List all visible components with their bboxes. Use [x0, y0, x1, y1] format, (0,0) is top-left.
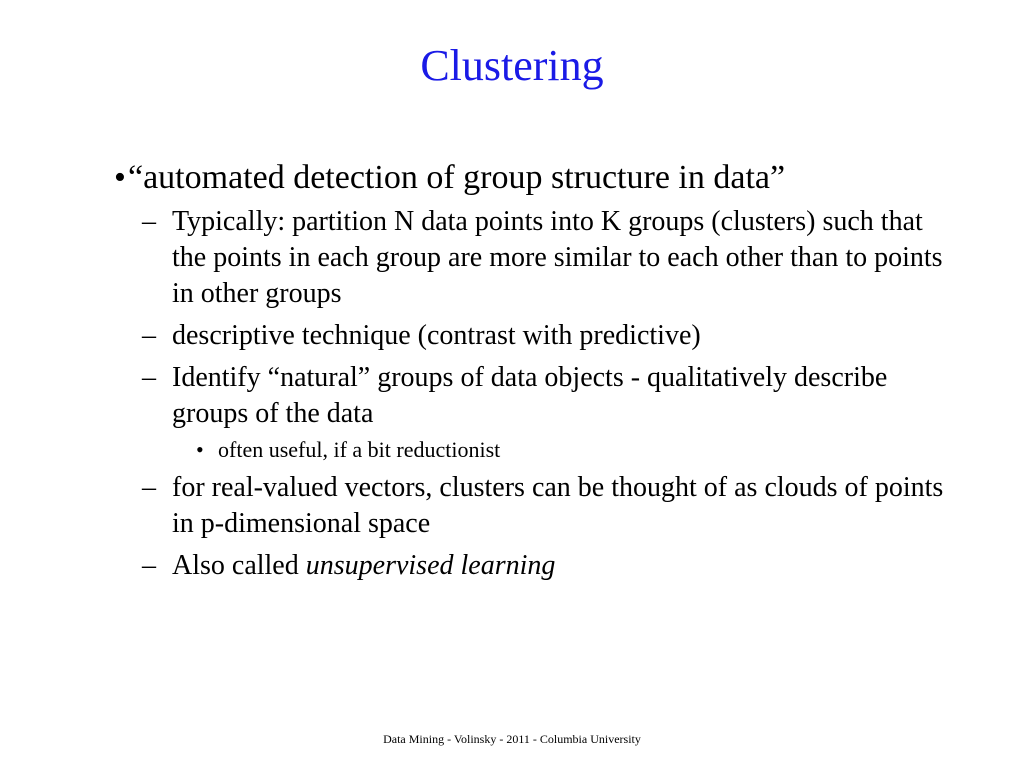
bullet-text: “automated detection of group structure in data” [128, 159, 786, 196]
dash-marker: – [142, 320, 156, 351]
sub-bullet-real-valued [142, 470, 950, 542]
sub-sub-bullet-reductionist [196, 436, 950, 464]
slide-footer: Data Mining - Volinsky - 2011 - Columbia University [383, 732, 641, 746]
sub-sub-bullet-text: often useful, if a bit reductionist [218, 437, 501, 462]
sub-bullet-text: descriptive technique (contrast with predictive) [172, 320, 701, 351]
slide-title: Clustering [420, 41, 604, 90]
sub-bullet-text: for real-valued vectors, clusters can be thought of as clouds of points in p-dimensional space [172, 472, 944, 539]
dash-marker: – [142, 206, 156, 237]
bullet-marker: • [114, 159, 126, 196]
sub-bullet-text: Typically: partition N data points into K groups (clusters) such that the points in each group are more similar to each other than to points in other groups [172, 206, 943, 309]
sub-bullet-text-prefix: Also called [172, 550, 306, 581]
sub-bullet-also-called [142, 548, 950, 584]
bullet-main [100, 158, 950, 198]
dash-marker: – [142, 472, 156, 503]
sub-bullet-emphasis: unsupervised learning [305, 550, 556, 581]
dash-marker: – [142, 362, 156, 393]
sub-bullet-descriptive [142, 318, 950, 354]
sub-bullet-identify [142, 360, 950, 432]
dash-marker: – [142, 550, 156, 581]
bullet-marker: • [196, 437, 204, 462]
sub-bullet-text: Identify “natural” groups of data objects - qualitatively describe groups of the data [172, 362, 888, 429]
bullet-list [100, 158, 950, 584]
sub-bullet-typically [142, 204, 950, 312]
